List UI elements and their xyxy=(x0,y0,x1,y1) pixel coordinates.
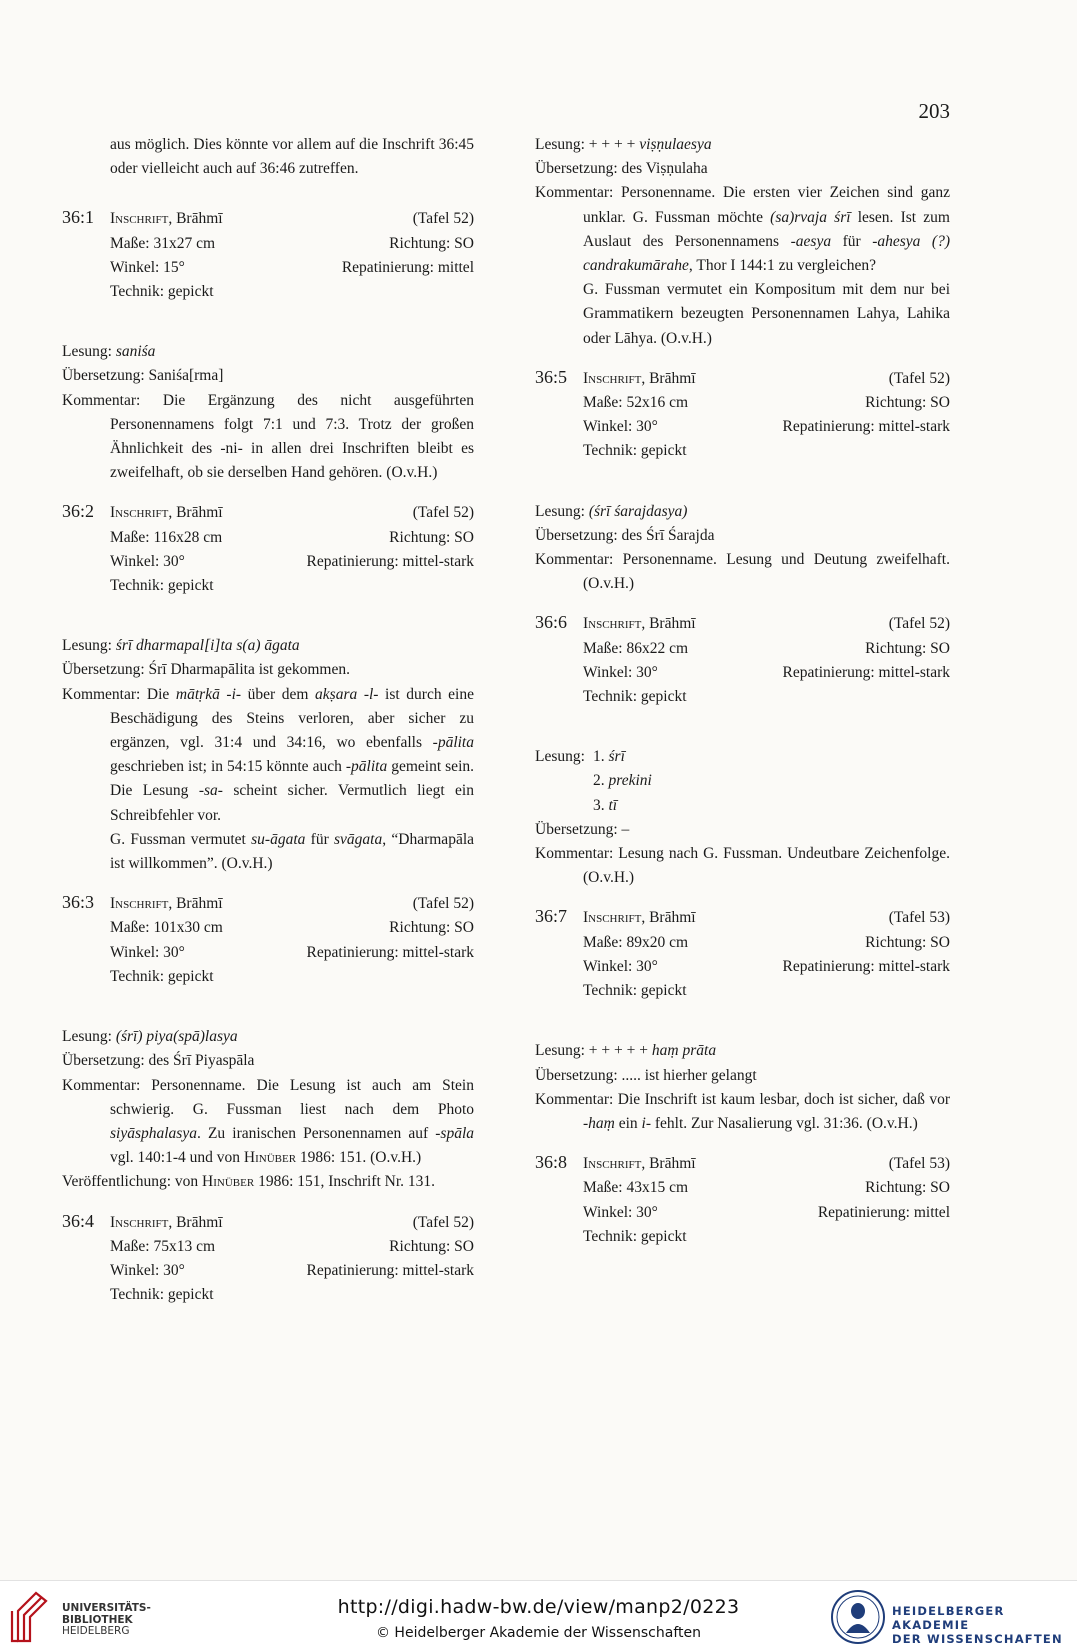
commentary xyxy=(535,1088,950,1136)
angle-row xyxy=(535,1201,950,1225)
note-part: für xyxy=(305,830,335,848)
entry-number: 36:2 xyxy=(62,501,95,522)
entry-36-7 xyxy=(535,904,950,1136)
direction: Richtung: SO xyxy=(865,639,950,657)
translation: Übersetzung: Saniśa[rma] xyxy=(62,367,224,385)
entry-script: , Brāhmī xyxy=(641,909,696,927)
angle: Winkel: 30° xyxy=(583,957,658,975)
academy-name xyxy=(892,1604,1070,1646)
document-url-link[interactable]: http://digi.hadw-bw.de/view/manp2/0223 xyxy=(337,1596,740,1618)
reading xyxy=(535,133,950,157)
angle-row xyxy=(535,955,950,979)
reading-text: saniśa xyxy=(115,343,156,361)
entry-number: 36:6 xyxy=(535,612,568,633)
reading-text: haṃ prāta xyxy=(651,1042,717,1060)
entry-type: Inschrift xyxy=(110,895,169,913)
commentary-part: , Thor I 144:1 zu vergleichen? xyxy=(688,257,876,275)
entry-heading xyxy=(535,610,950,636)
reading-label: Lesung: xyxy=(62,1028,116,1046)
direction: Richtung: SO xyxy=(389,528,474,546)
reading-label: Lesung: xyxy=(62,343,116,361)
commentary-part: scheint sicher. Vermutlich liegt ein Schreibfehler vor. xyxy=(110,782,474,824)
entry-heading xyxy=(535,1150,950,1176)
commentary-term: -haṃ xyxy=(583,1114,615,1132)
commentary-part: über dem xyxy=(241,685,316,703)
dimensions: Maße: 52x16 cm xyxy=(583,394,689,412)
entry-type: Inschrift xyxy=(110,504,169,522)
angle: Winkel: 30° xyxy=(583,418,658,436)
repatination: Repatinierung: mittel-stark xyxy=(782,418,950,436)
entry-heading xyxy=(62,205,474,231)
entry-36-1 xyxy=(62,205,474,485)
commentary-term: -spāla xyxy=(435,1124,474,1142)
right-column xyxy=(535,133,950,1249)
library-name-line: BIBLIOTHEK xyxy=(62,1613,133,1626)
commentary-note xyxy=(62,828,474,876)
translation: Übersetzung: – xyxy=(535,820,630,838)
technique: Technik: gepickt xyxy=(583,442,687,460)
intro-text xyxy=(62,133,474,181)
reading-label: Lesung: xyxy=(62,637,116,655)
entry-number: 36:4 xyxy=(62,1210,95,1231)
commentary-part: Kommentar: Die xyxy=(62,685,176,703)
entry-type: Inschrift xyxy=(110,1213,169,1231)
note-term: svāgata xyxy=(334,830,383,848)
repatination: Repatinierung: mittel-stark xyxy=(306,943,474,961)
commentary-part: lesen. Ist zum Auslaut des Personennamens xyxy=(583,208,950,250)
entry-heading xyxy=(62,1209,474,1235)
commentary-term: -sa- xyxy=(198,782,223,800)
entry-script: , Brāhmī xyxy=(168,1213,223,1231)
direction: Richtung: SO xyxy=(865,394,950,412)
angle-row xyxy=(535,415,950,439)
academy-name-line: HEIDELBERGER AKADEMIE xyxy=(892,1604,1005,1632)
technique: Technik: gepickt xyxy=(110,967,214,985)
translation: Übersetzung: des Śrī Śarajda xyxy=(535,526,715,544)
commentary-part: vgl. 140:1-4 und von xyxy=(110,1149,244,1167)
reading-label: Lesung: xyxy=(535,502,589,520)
angle: Winkel: 30° xyxy=(110,943,185,961)
entry-script: , Brāhmī xyxy=(168,210,223,228)
reading-text: (śrī) piya(spā)lasya xyxy=(115,1028,238,1046)
entry-plate: (Tafel 52) xyxy=(412,504,474,522)
intro-line-2: 36:45 oder vielleicht auch auf 36:46 zutreffen. xyxy=(110,136,474,178)
page-number: 203 xyxy=(918,99,950,123)
entry-heading xyxy=(535,904,950,930)
note-part: G. Fussman vermutet xyxy=(110,830,252,848)
entry-heading xyxy=(535,365,950,391)
publication-part: Veröffentlichung: von xyxy=(62,1173,203,1191)
angle-row xyxy=(535,661,950,685)
angle-row xyxy=(62,550,474,574)
entry-number: 36:1 xyxy=(62,207,95,228)
dimensions: Maße: 101x30 cm xyxy=(110,919,223,937)
technique: Technik: gepickt xyxy=(110,1286,214,1304)
line-number: 2. xyxy=(593,772,609,790)
angle-row xyxy=(62,941,474,965)
publication-part: 1986: 151, Inschrift Nr. 131. xyxy=(254,1173,436,1191)
reading-text: (śrī śarajdasya) xyxy=(588,502,688,520)
angle: Winkel: 30° xyxy=(583,1203,658,1221)
academy-logo[interactable] xyxy=(830,1589,1070,1645)
commentary: Kommentar: Personenname. Lesung und Deutung zweifelhaft. (O.v.H.) xyxy=(535,551,950,593)
entry-number: 36:8 xyxy=(535,1152,568,1173)
dimensions: Maße: 31x27 cm xyxy=(110,234,216,252)
reading xyxy=(62,340,474,364)
translation: Übersetzung: des Śrī Piyaspāla xyxy=(62,1052,255,1070)
entry-36-2 xyxy=(62,499,474,876)
direction: Richtung: SO xyxy=(389,1237,474,1255)
publication xyxy=(62,1170,474,1194)
reading-text: viṣṇulaesya xyxy=(639,136,712,153)
measure-row xyxy=(535,1176,950,1200)
direction: Richtung: SO xyxy=(389,234,474,252)
reading-lines xyxy=(593,745,652,818)
entry-type: Inschrift xyxy=(583,909,642,927)
entry-type: Inschrift xyxy=(583,369,642,387)
entry-number: 36:5 xyxy=(535,366,568,387)
commentary xyxy=(535,181,950,278)
intro-line-1: aus möglich. Dies könnte vor allem auf die Inschrift xyxy=(110,136,435,153)
reading-line xyxy=(593,794,652,818)
entry-script: , Brāhmī xyxy=(168,504,223,522)
entry-number: 36:7 xyxy=(535,906,568,927)
measure-row xyxy=(62,232,474,256)
commentary-part: fehlt. Zur Nasalierung vgl. 31:36. (O.v.H.) xyxy=(651,1114,918,1132)
entry-36-3 xyxy=(62,890,474,1194)
reading-label: Lesung: + + + + xyxy=(535,136,640,153)
entry-plate: (Tafel 52) xyxy=(412,210,474,228)
entry-plate: (Tafel 52) xyxy=(412,895,474,913)
entry-heading xyxy=(62,890,474,916)
commentary-part: 1986: 151. (O.v.H.) xyxy=(296,1149,422,1167)
viewer-footer xyxy=(0,1580,1077,1650)
entry-36-8 xyxy=(535,1150,950,1249)
repatination: Repatinierung: mittel-stark xyxy=(306,552,474,570)
entry-type: Inschrift xyxy=(583,615,642,633)
repatination: Repatinierung: mittel-stark xyxy=(306,1261,474,1279)
commentary-term: i- xyxy=(641,1114,652,1132)
entry-plate: (Tafel 52) xyxy=(888,615,950,633)
note-term: su-āgata xyxy=(251,830,306,848)
academy-seal-icon xyxy=(830,1589,886,1645)
measure-row xyxy=(535,931,950,955)
reading-line xyxy=(593,769,652,793)
commentary-term: -ahesya (?) candrakumārahe xyxy=(583,232,951,275)
angle-row xyxy=(62,1259,474,1283)
dimensions: Maße: 75x13 cm xyxy=(110,1237,216,1255)
angle: Winkel: 30° xyxy=(110,552,185,570)
technique: Technik: gepickt xyxy=(110,577,214,595)
angle-row xyxy=(62,256,474,280)
reading-text: prekini xyxy=(608,772,652,790)
entry-heading xyxy=(62,499,474,525)
entry-type: Inschrift xyxy=(110,210,169,228)
commentary-term: -pālita xyxy=(432,734,474,752)
author-name: Hinüber xyxy=(243,1149,297,1167)
copyright-notice: © Heidelberger Akademie der Wissenschaften xyxy=(375,1625,701,1641)
commentary xyxy=(62,1074,474,1171)
reading-line xyxy=(593,745,652,769)
commentary-term: -aesya xyxy=(790,232,832,250)
translation: Übersetzung: des Viṣṇulaha xyxy=(535,160,708,178)
repatination: Repatinierung: mittel xyxy=(817,1203,950,1221)
reading xyxy=(535,500,950,524)
note-part: , “Dharmapāla ist willkommen”. (O.v.H.) xyxy=(110,830,475,873)
angle: Winkel: 15° xyxy=(110,258,185,276)
reading xyxy=(535,745,950,818)
dimensions: Maße: 86x22 cm xyxy=(583,639,689,657)
commentary-part: . Zu iranischen Personennamen auf xyxy=(196,1124,436,1142)
technique: Technik: gepickt xyxy=(110,283,214,301)
technique: Technik: gepickt xyxy=(583,1227,687,1245)
direction: Richtung: SO xyxy=(865,1179,950,1197)
measure-row xyxy=(62,916,474,940)
entry-36-5 xyxy=(535,365,950,597)
reading-text: śrī dharmapal[i]ta s(a) āgata xyxy=(115,637,300,655)
commentary-term: siyāsphalasya xyxy=(110,1124,197,1142)
entry-type: Inschrift xyxy=(583,1155,642,1173)
reading-label: Lesung: + + + + + xyxy=(535,1042,652,1060)
commentary-part: Kommentar: Die Inschrift ist kaum lesbar, doch ist sicher, daß vor xyxy=(535,1090,950,1108)
measure-row xyxy=(62,526,474,550)
commentary-term: (sa)rvaja śrī xyxy=(770,208,851,226)
commentary-term: -pālita xyxy=(345,758,388,776)
author-name: Hinüber xyxy=(202,1173,255,1191)
library-name-line: UNIVERSITÄTS- xyxy=(62,1602,151,1614)
direction: Richtung: SO xyxy=(865,933,950,951)
entry-plate: (Tafel 53) xyxy=(888,909,950,927)
line-number: 3. xyxy=(593,796,609,814)
commentary-term: akṣara -l- xyxy=(315,685,379,703)
entry-script: , Brāhmī xyxy=(641,615,696,633)
academy-name-line: DER WISSENSCHAFTEN xyxy=(892,1632,1063,1646)
angle: Winkel: 30° xyxy=(110,1261,185,1279)
translation: Übersetzung: ..... ist hierher gelangt xyxy=(535,1066,757,1084)
commentary-part: ist durch eine Beschädigung des Steins verloren, aber sicher zu ergänzen, vgl. 31:4 und 34:16, wo ebenfalls xyxy=(110,685,474,752)
left-column xyxy=(62,133,474,1307)
entry-script: , Brāhmī xyxy=(641,1155,696,1173)
dimensions: Maße: 116x28 cm xyxy=(110,528,223,546)
reading xyxy=(62,1025,474,1049)
commentary-part: Kommentar: Personenname. Die ersten vier Zeichen sind ganz unklar. G. Fussman möchte xyxy=(535,184,950,226)
commentary-term: mātṛkā -i- xyxy=(175,685,242,703)
reading xyxy=(62,634,474,658)
commentary: Kommentar: Die Ergänzung des nicht ausgeführten Personennamens folgt 7:1 und 7:3. Trotz der großen Ähnlichkeit des -ni- in allen drei Inschriften bleibt es zweifelhaft, ob sie derselben Hand gehören. (O.v.H.) xyxy=(62,391,474,482)
dimensions: Maße: 89x20 cm xyxy=(583,933,689,951)
reading-text: tī xyxy=(608,796,618,814)
measure-row xyxy=(535,637,950,661)
commentary-part: gemeint sein. Die Lesung xyxy=(110,758,474,800)
entry-number: 36:3 xyxy=(62,892,95,913)
entry-36-6 xyxy=(535,610,950,890)
commentary-part: ein xyxy=(614,1114,642,1132)
entry-36-4-continued xyxy=(535,133,950,351)
dimensions: Maße: 43x15 cm xyxy=(583,1179,689,1197)
entry-script: , Brāhmī xyxy=(168,895,223,913)
commentary-note: G. Fussman vermutet ein Kompositum mit dem nur bei Grammatikern bezeugten Personennamen Lahya, Lahika oder Lāhya. (O.v.H.) xyxy=(583,281,950,347)
commentary-part: Kommentar: Personenname. Die Lesung ist auch am Stein schwierig. G. Fussman liest nach dem Photo xyxy=(62,1076,474,1118)
entry-36-4 xyxy=(62,1209,474,1308)
commentary: Kommentar: Lesung nach G. Fussman. Undeutbare Zeichenfolge. (O.v.H.) xyxy=(535,845,950,887)
technique: Technik: gepickt xyxy=(583,982,687,1000)
commentary-part: für xyxy=(831,232,873,250)
angle: Winkel: 30° xyxy=(583,663,658,681)
commentary-part: geschrieben ist; in 54:15 könnte auch xyxy=(110,758,346,776)
reading-label: Lesung: xyxy=(535,748,585,766)
reading xyxy=(535,1039,950,1063)
line-number: 1. xyxy=(593,748,609,766)
library-name-line: HEIDELBERG xyxy=(62,1625,130,1637)
measure-row xyxy=(62,1235,474,1259)
commentary xyxy=(62,683,474,828)
reading-text: śrī xyxy=(608,748,625,766)
repatination: Repatinierung: mittel xyxy=(341,258,474,276)
entry-plate: (Tafel 53) xyxy=(888,1155,950,1173)
measure-row xyxy=(535,391,950,415)
entry-plate: (Tafel 52) xyxy=(412,1213,474,1231)
repatination: Repatinierung: mittel-stark xyxy=(782,663,950,681)
entry-plate: (Tafel 52) xyxy=(888,369,950,387)
direction: Richtung: SO xyxy=(389,919,474,937)
repatination: Repatinierung: mittel-stark xyxy=(782,957,950,975)
entry-script: , Brāhmī xyxy=(641,369,696,387)
technique: Technik: gepickt xyxy=(583,688,687,706)
translation: Übersetzung: Śrī Dharmapālita ist gekommen. xyxy=(62,661,350,679)
